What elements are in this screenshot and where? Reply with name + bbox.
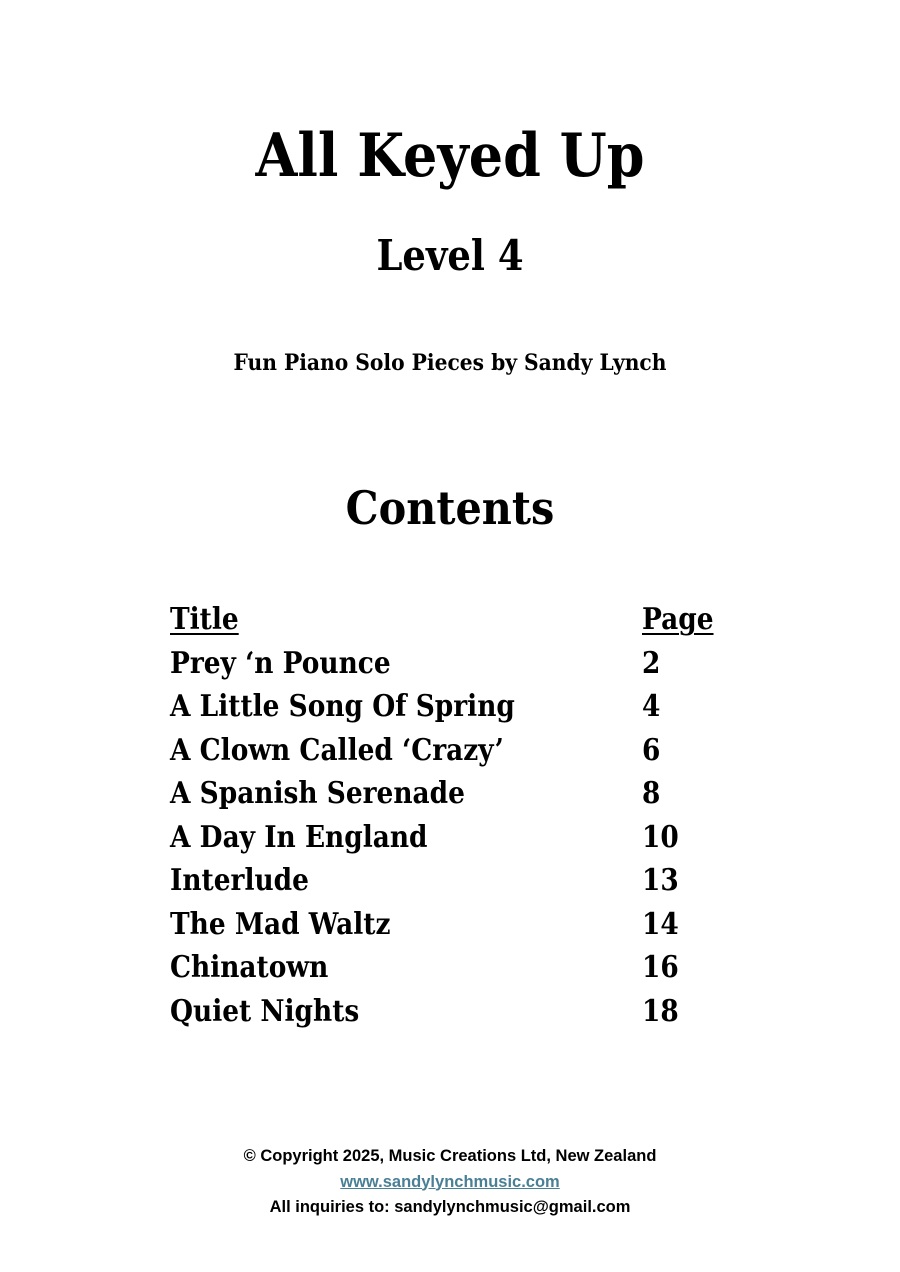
toc-item-page: 16 xyxy=(642,950,679,985)
toc-item-title: A Little Song Of Spring xyxy=(170,689,515,724)
toc-item-title: A Spanish Serenade xyxy=(170,776,465,811)
toc-item-page: 14 xyxy=(642,906,679,942)
toc-item-page: 8 xyxy=(642,776,661,811)
website-link[interactable]: www.sandylynchmusic.com xyxy=(340,1172,560,1191)
toc-row xyxy=(170,990,750,1034)
toc-header-row xyxy=(170,598,750,642)
toc-column-title: Title xyxy=(170,602,239,637)
toc-item-title: Prey ‘n Pounce xyxy=(170,645,391,681)
toc-item-title: The Mad Waltz xyxy=(170,906,391,942)
book-subtitle: Fun Piano Solo Pieces by Sandy Lynch xyxy=(233,350,667,376)
toc-item-page: 2 xyxy=(642,645,661,681)
table-of-contents xyxy=(170,598,750,1033)
toc-item-title: A Day In England xyxy=(170,819,428,855)
book-title: All Keyed Up xyxy=(255,121,645,191)
footer xyxy=(0,1144,900,1221)
toc-item-page: 6 xyxy=(642,732,661,768)
toc-item-title: Interlude xyxy=(170,863,309,898)
toc-item-title: Quiet Nights xyxy=(170,993,360,1029)
toc-item-page: 4 xyxy=(642,689,661,724)
toc-item-page: 13 xyxy=(642,863,679,898)
toc-item-page: 18 xyxy=(642,993,679,1029)
contents-heading: Contents xyxy=(345,481,555,535)
toc-column-page: Page xyxy=(642,602,714,637)
toc-row xyxy=(170,772,750,816)
toc-item-page: 10 xyxy=(642,819,679,855)
toc-row xyxy=(170,642,750,686)
toc-row xyxy=(170,903,750,947)
level-title: Level 4 xyxy=(376,231,524,280)
toc-item-title: Chinatown xyxy=(170,950,329,985)
inquiries-contact: All inquiries to: sandylynchmusic@gmail.com xyxy=(269,1198,631,1216)
toc-row xyxy=(170,729,750,773)
toc-row xyxy=(170,685,750,729)
toc-item-title: A Clown Called ‘Crazy’ xyxy=(170,732,504,768)
toc-row xyxy=(170,816,750,860)
copyright-notice: © Copyright 2025, Music Creations Ltd, New Zealand xyxy=(243,1147,657,1165)
toc-row xyxy=(170,859,750,903)
toc-row xyxy=(170,946,750,990)
